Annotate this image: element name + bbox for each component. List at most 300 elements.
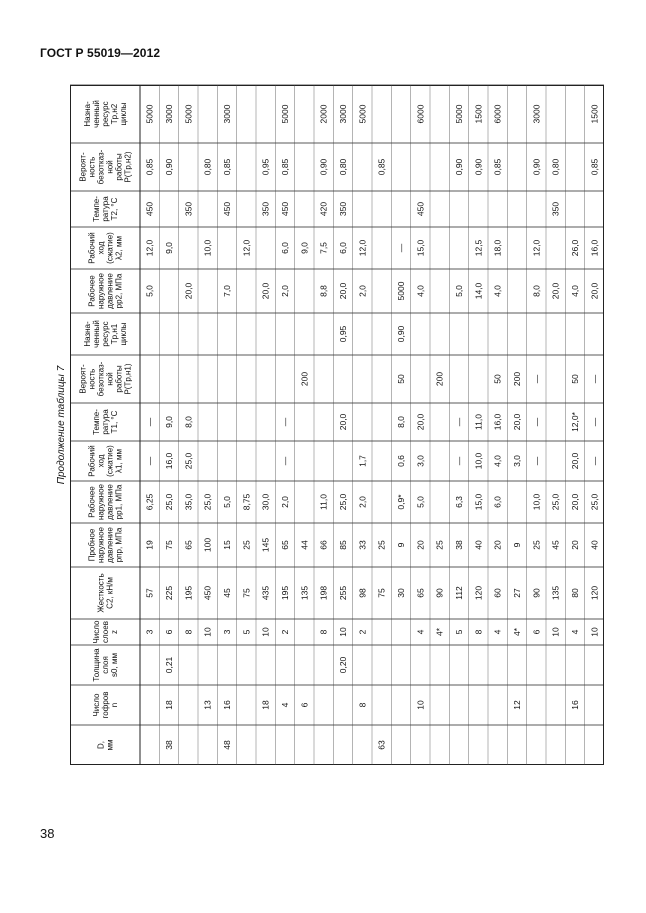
column-header-line: pпр, МПа: [114, 527, 124, 563]
table-cell: [319, 242, 329, 254]
cell-value: —: [531, 374, 542, 384]
table-cell: [473, 540, 483, 550]
table-cell: [319, 158, 329, 175]
cell-value: 27: [512, 588, 522, 598]
table-cell: [415, 588, 425, 598]
table-cell: [164, 656, 174, 673]
table-cell: [338, 104, 348, 123]
column-header-line: λ2, мм: [114, 236, 124, 260]
cell-value: 0,21: [164, 656, 174, 674]
cell-value: 4,0: [492, 455, 503, 467]
column-header: [92, 692, 119, 719]
table-cell: [222, 540, 232, 550]
column-header-line: циклы: [119, 102, 128, 126]
cell-value: 0,90: [396, 325, 406, 343]
cell-value: 20,0: [415, 413, 426, 431]
table-cell: [531, 493, 541, 510]
continuation-caption: [55, 365, 67, 484]
table-cell: [280, 242, 290, 254]
cell-value: 135: [550, 585, 561, 601]
table-cell: [203, 158, 213, 175]
table-cell: [338, 540, 348, 550]
column-header-line: ход: [96, 241, 106, 255]
table-cell: [357, 540, 367, 550]
cell-value: 0,20: [338, 656, 348, 674]
table-cell: [164, 104, 174, 123]
table-cell: [357, 239, 367, 256]
cell-value: 0,90: [318, 158, 329, 176]
cell-value: —: [280, 456, 290, 466]
table-cell: [222, 629, 232, 634]
cell-value: 2,0: [280, 496, 290, 508]
table-cell: [319, 540, 329, 550]
cell-value: 4: [415, 629, 426, 635]
table-cell: [454, 158, 464, 175]
cell-value: 225: [164, 585, 174, 601]
cell-value: 50: [570, 374, 580, 384]
table-cell: [338, 158, 348, 175]
column-header: [88, 272, 124, 309]
cell-value: 19: [144, 540, 155, 550]
cell-value: 12,5: [473, 239, 484, 257]
column-header-line: P(Tр,н2): [123, 151, 133, 183]
data-table: [56, 85, 604, 765]
table-cell: [183, 282, 193, 299]
cell-value: 6: [299, 702, 310, 708]
cell-value: 33: [357, 540, 368, 550]
table-cell: [319, 285, 329, 297]
cell-value: 20,0: [570, 452, 580, 470]
cell-value: 6,0: [280, 242, 290, 254]
table-cell: [261, 700, 271, 710]
column-header-line: безотказ-: [96, 361, 106, 397]
table-cell: [280, 629, 290, 634]
cell-value: 10: [202, 627, 213, 637]
cell-value: 20,0: [550, 282, 561, 300]
table-cell: [415, 700, 425, 710]
cell-value: 48: [222, 740, 232, 750]
table-cell: [338, 493, 348, 510]
cell-value: 75: [164, 540, 174, 550]
cell-value: 0,90: [531, 158, 542, 176]
cell-value: 25,0: [164, 493, 174, 511]
table-cell: [241, 493, 251, 510]
column-header-line: Рабочий: [87, 232, 97, 264]
continuation-text: Продолжение таблицы 7: [56, 365, 67, 485]
cell-value: 18,0: [492, 239, 503, 257]
cell-value: 3000: [164, 104, 174, 124]
cell-value: 25,0: [202, 493, 213, 511]
table-cell: [261, 586, 271, 600]
cell-value: 4: [570, 629, 580, 635]
table-cell: [435, 627, 445, 636]
cell-value: 4,0: [415, 285, 426, 297]
cell-value: 3000: [531, 104, 542, 124]
column-header-line: Вероят-: [78, 364, 88, 394]
table-cell: [415, 104, 425, 123]
table-cell: [531, 374, 541, 383]
column-header-line: (сжатие): [105, 232, 115, 264]
table-cell: [473, 158, 483, 175]
cell-value: 1500: [589, 104, 600, 124]
table-cell: [589, 493, 599, 510]
cell-value: 20: [570, 540, 580, 550]
cell-value: 18: [164, 700, 174, 710]
table-cell: [164, 452, 174, 469]
column-header-line: C2, кН/м: [105, 577, 115, 609]
column-header-line: Рабочее: [87, 486, 97, 518]
cell-value: 15,0: [473, 493, 484, 511]
table-cell: [512, 627, 522, 636]
table-cell: [357, 702, 367, 707]
table-cell: [164, 493, 174, 510]
table-cell: [145, 540, 155, 550]
column-header-line: Толщина: [92, 648, 101, 682]
column-header-line: ратура: [101, 196, 110, 222]
cell-value: —: [531, 417, 542, 427]
table-cell: [589, 456, 599, 465]
column-header: [92, 648, 119, 682]
cell-value: 5000: [357, 104, 368, 124]
column-header-line: Вероят-: [78, 152, 88, 182]
cell-value: 20,0: [260, 282, 271, 300]
cell-value: —: [589, 456, 600, 466]
table-cell: [222, 285, 232, 297]
column-header-line: безотказ-: [96, 149, 106, 185]
page-number: 38: [40, 826, 55, 841]
cell-value: 5: [241, 629, 252, 635]
table-cell: [531, 588, 541, 598]
cell-value: 8,0: [396, 416, 406, 428]
table-cell: [164, 700, 174, 710]
cell-value: 0,6: [396, 455, 406, 467]
table-cell: [396, 325, 406, 342]
cell-value: 2,0: [280, 285, 290, 297]
table-cell: [531, 239, 541, 256]
cell-value: 90: [531, 588, 542, 598]
table-cell: [338, 656, 348, 673]
table-cell: [512, 542, 522, 547]
cell-value: 7,0: [222, 285, 232, 297]
cell-value: 11,0: [318, 494, 329, 510]
table-cell: [396, 374, 406, 384]
column-header: [79, 149, 133, 184]
cell-value: 0,85: [492, 158, 503, 176]
column-header-line: pр2, МПа: [114, 273, 124, 309]
table-cell: [183, 629, 193, 634]
table-cell: [512, 700, 522, 710]
table-cell: [454, 629, 464, 634]
table-cell: [261, 493, 271, 510]
cell-value: 4*: [434, 627, 445, 637]
cell-value: 200: [512, 371, 522, 387]
table-cell: [454, 456, 464, 465]
column-header-line: Пробное: [87, 528, 97, 562]
table-cell: [299, 586, 309, 600]
rotated-table-area: [56, 85, 604, 765]
table-cell: [280, 540, 290, 550]
table-cell: [589, 158, 599, 175]
table-cell: [338, 413, 348, 430]
table-cell: [203, 700, 213, 710]
cell-value: 0,80: [338, 158, 348, 176]
table-cell: [454, 496, 464, 508]
cell-value: 63: [376, 740, 387, 750]
cell-value: 200: [434, 371, 445, 387]
table-cell: [589, 627, 599, 637]
column-header-line: давление: [105, 527, 115, 563]
table-cell: [551, 282, 561, 299]
table-cell: [183, 416, 193, 428]
table-cell: [338, 242, 348, 254]
table-cell: [415, 629, 425, 634]
cell-value: 6,0: [492, 496, 503, 508]
cell-value: 0,85: [589, 158, 600, 176]
table-cell: [531, 285, 541, 297]
column-header-line: давление: [105, 484, 115, 520]
cell-value: 30,0: [260, 493, 271, 511]
cell-value: 435: [260, 585, 271, 601]
column-header-line: pр1, МПа: [114, 484, 124, 520]
table-cell: [415, 455, 425, 467]
cell-value: 16,0: [589, 239, 600, 257]
table-cell: [512, 413, 522, 430]
table-cell: [164, 158, 174, 175]
cell-value: 195: [183, 585, 194, 601]
table-cell: [531, 417, 541, 426]
cell-value: 98: [357, 588, 368, 598]
cell-value: 80: [570, 588, 580, 598]
cell-value: 350: [550, 201, 561, 217]
cell-value: 0,80: [202, 158, 213, 176]
cell-value: 40: [473, 540, 484, 550]
table-cell: [280, 285, 290, 297]
table-cell: [319, 104, 329, 123]
table-cell: [280, 202, 290, 216]
cell-value: 5000: [280, 104, 290, 124]
cell-value: 3: [222, 629, 232, 635]
table-cell: [493, 588, 503, 598]
table-cell: [415, 239, 425, 256]
table-cell: [512, 588, 522, 598]
cell-value: 12,0: [531, 239, 542, 257]
table-cell: [570, 700, 580, 710]
cell-value: 0,9*: [396, 494, 406, 510]
cell-value: 40: [589, 540, 600, 550]
table-cell: [261, 627, 271, 637]
table-cell: [512, 455, 522, 467]
cell-value: 8: [473, 629, 484, 635]
cell-value: 0,85: [222, 158, 232, 176]
table-cell: [145, 104, 155, 123]
cell-value: 5,0: [454, 285, 464, 297]
cell-value: —: [144, 456, 155, 466]
table-cell: [299, 242, 309, 254]
table-cell: [493, 629, 503, 634]
cell-value: 6000: [415, 104, 426, 124]
table-cell: [164, 740, 174, 750]
cell-value: 350: [260, 201, 271, 217]
cell-value: 16,0: [164, 452, 174, 470]
cell-value: 1500: [473, 104, 484, 124]
column-header: [88, 445, 124, 477]
table-cell: [551, 627, 561, 637]
table-cell: [222, 202, 232, 216]
cell-value: 112: [454, 586, 464, 600]
table-cell: [531, 104, 541, 123]
cell-value: 8: [318, 629, 329, 635]
cell-value: 20: [415, 540, 426, 550]
table-cell: [551, 586, 561, 600]
table-cell: [145, 202, 155, 216]
column-header-line: слоев: [101, 621, 110, 643]
table-cell: [454, 586, 464, 600]
cell-value: 6,25: [144, 493, 155, 511]
cell-value: 16: [570, 700, 580, 710]
cell-value: 2: [280, 629, 290, 635]
cell-value: 5,0: [415, 496, 426, 508]
cell-value: 200: [299, 371, 310, 387]
cell-value: 65: [415, 588, 426, 598]
column-header-line: Tр,н2: [110, 103, 119, 125]
table-cell: [396, 455, 406, 467]
cell-value: 4*: [512, 627, 522, 637]
table-cell: [299, 372, 309, 386]
column-header-line: ратура: [101, 409, 110, 435]
column-header-line: ченный: [92, 320, 101, 348]
cell-value: 50: [396, 374, 406, 384]
table-cell: [319, 586, 329, 600]
cell-value: 450: [202, 585, 213, 601]
cell-value: 11,0: [473, 414, 484, 430]
table-cell: [396, 281, 406, 300]
column-header-line: Рабочее: [87, 275, 97, 307]
table-cell: [319, 629, 329, 634]
column-header-line: наружное: [96, 484, 106, 520]
table-cell: [280, 456, 290, 465]
table-cell: [280, 104, 290, 123]
cell-value: 4: [280, 702, 290, 708]
cell-value: 45: [222, 588, 232, 598]
column-header-line: n: [110, 702, 119, 708]
column-header: [83, 320, 128, 348]
cell-value: 255: [338, 585, 348, 601]
table-cell: [473, 586, 483, 600]
table-cell: [241, 588, 251, 598]
cell-value: 25: [376, 540, 387, 550]
table-cell: [589, 417, 599, 426]
cell-value: 3: [144, 629, 155, 635]
cell-value: —: [454, 456, 464, 466]
table-cell: [357, 104, 367, 123]
cell-value: 2,0: [357, 496, 368, 508]
cell-value: 15: [222, 540, 232, 550]
cell-value: 5000: [144, 104, 155, 124]
cell-value: 25,0: [183, 452, 194, 470]
cell-value: 30: [396, 588, 406, 598]
cell-value: 450: [144, 201, 155, 217]
table-cell: [396, 416, 406, 428]
table-cell: [222, 740, 232, 750]
column-header-line: гофров: [101, 691, 110, 719]
table-cell: [241, 239, 251, 256]
table-cell: [183, 452, 193, 469]
table-cell: [183, 104, 193, 123]
cell-value: 75: [376, 588, 387, 598]
cell-value: 8,75: [241, 493, 252, 511]
cell-value: 3000: [222, 104, 232, 124]
cell-value: 0,90: [473, 158, 484, 176]
column-header-line: Число: [92, 620, 101, 644]
table-cell: [493, 285, 503, 297]
column-header-line: (сжатие): [105, 445, 115, 477]
table-cell: [261, 158, 271, 175]
table-cell: [377, 588, 387, 598]
cell-value: 0,85: [280, 158, 290, 176]
table-cell: [415, 540, 425, 550]
cell-value: 85: [338, 540, 348, 550]
cell-value: 90: [434, 588, 445, 598]
table-cell: [222, 104, 232, 123]
cell-value: 450: [415, 201, 426, 217]
column-header-line: Темпе-: [92, 409, 101, 435]
cell-value: 0,95: [338, 325, 348, 343]
table-cell: [183, 540, 193, 550]
table-cell: [145, 285, 155, 297]
cell-value: —: [280, 417, 290, 427]
cell-value: 195: [280, 585, 290, 601]
cell-value: 0,90: [164, 158, 174, 176]
cell-value: 0,85: [144, 158, 155, 176]
table-cell: [454, 417, 464, 426]
document-header: ГОСТ Р 55019—2012: [40, 46, 161, 60]
cell-value: 20,0: [338, 282, 348, 300]
table-cell: [222, 700, 232, 710]
table-cell: [183, 202, 193, 216]
table-cell: [145, 629, 155, 634]
cell-value: 10: [338, 627, 348, 637]
column-header-line: ность: [87, 368, 97, 390]
cell-value: 12,0: [357, 239, 368, 257]
table-cell: [473, 239, 483, 256]
cell-value: 20,0: [589, 282, 600, 300]
cell-value: 9,0: [164, 242, 174, 254]
table-cell: [570, 411, 580, 432]
cell-value: 12,0: [241, 239, 252, 257]
table-cell: [570, 588, 580, 598]
column-header-line: T1, °C: [110, 410, 119, 434]
table-cell: [551, 202, 561, 216]
cell-value: —: [454, 417, 464, 427]
table-cell: [203, 586, 213, 600]
column-header: [88, 483, 124, 520]
table-cell: [396, 243, 406, 252]
column-header-line: ность: [87, 156, 97, 178]
column-header: [97, 573, 115, 612]
cell-value: 2: [357, 629, 368, 635]
cell-value: 50: [492, 374, 503, 384]
table-cell: [261, 538, 271, 552]
table-cell: [280, 702, 290, 707]
table-cell: [280, 417, 290, 426]
table-cell: [164, 416, 174, 428]
table-cell: [435, 540, 445, 550]
cell-value: —: [589, 417, 600, 427]
table-cell: [473, 452, 483, 469]
cell-value: 18: [260, 700, 271, 710]
cell-value: 5000: [454, 104, 464, 124]
column-header-line: λ1, мм: [114, 449, 124, 473]
